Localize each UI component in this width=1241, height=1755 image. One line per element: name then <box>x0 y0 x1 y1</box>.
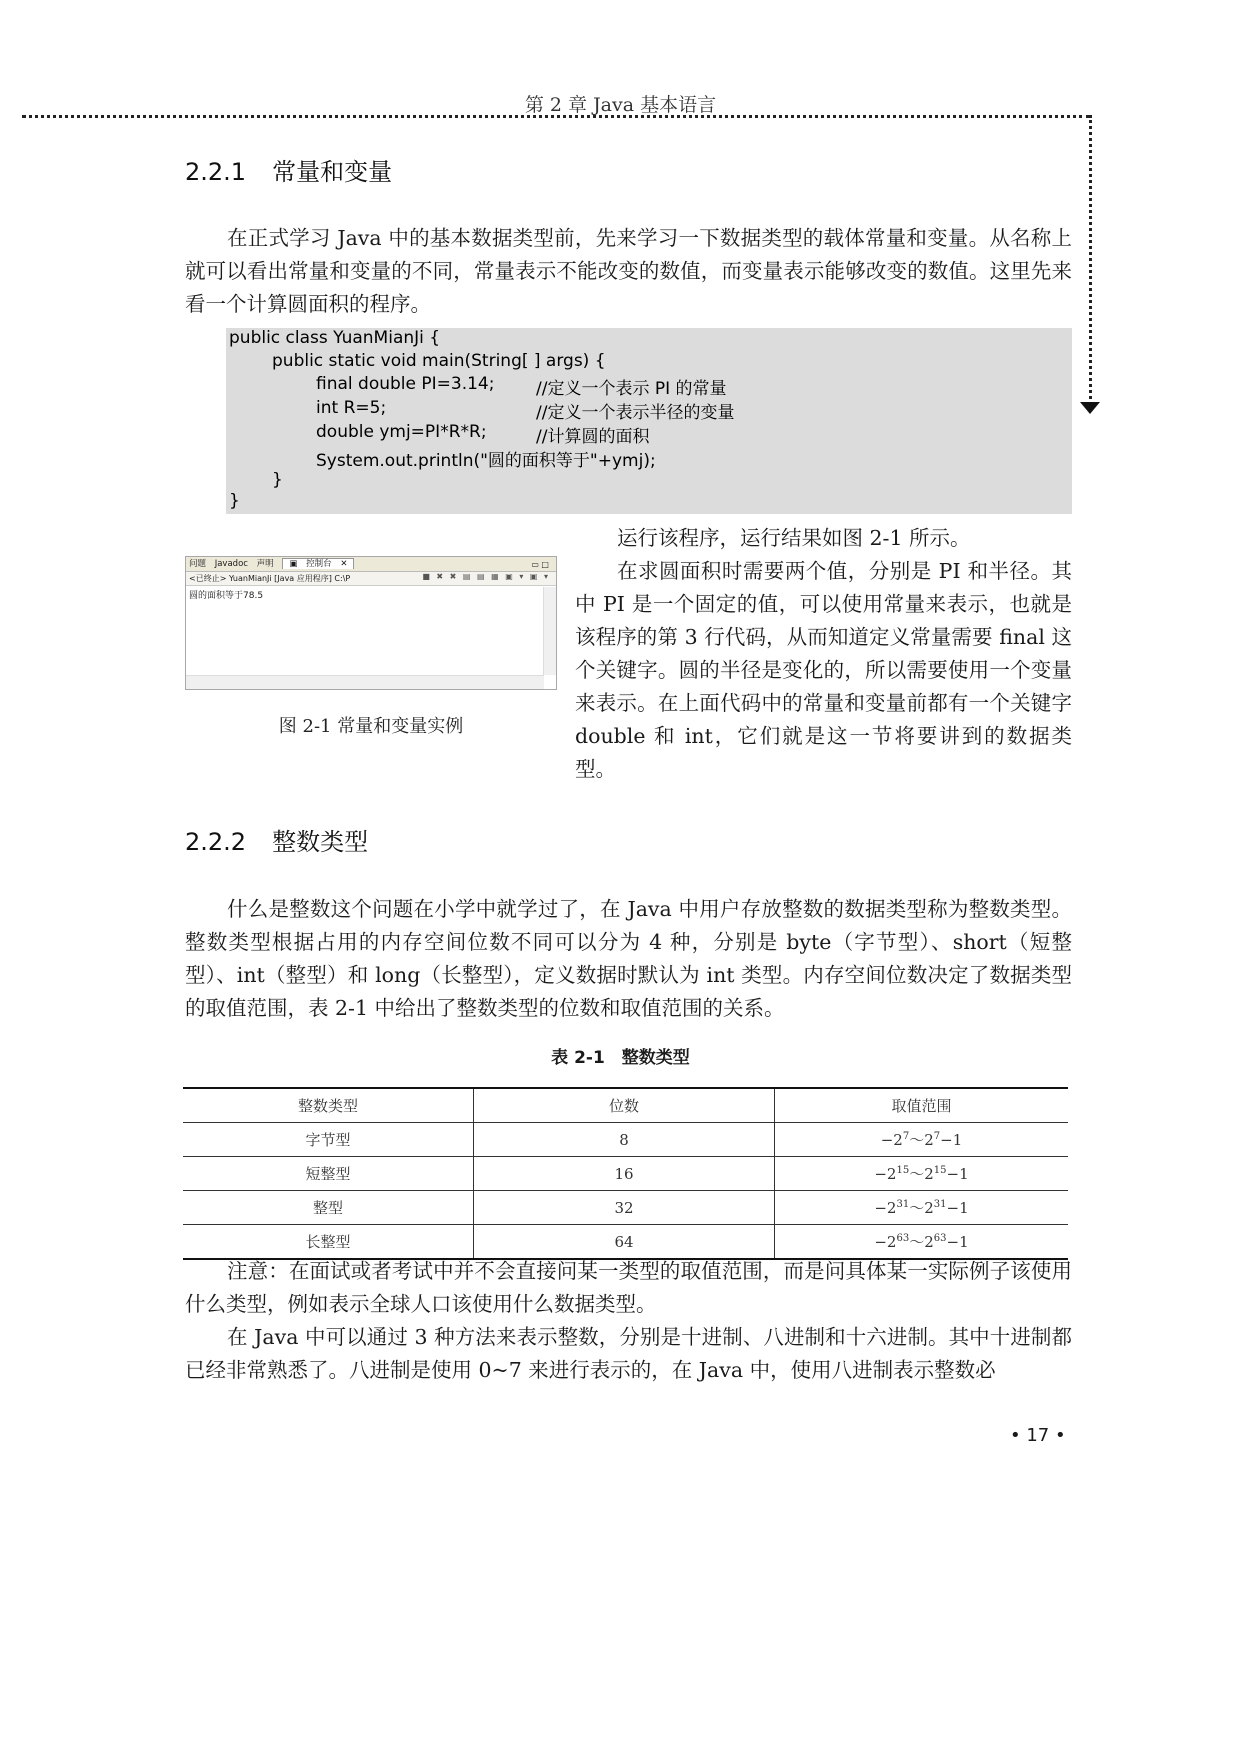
cell-range: $-2^{31}\sim 2^{31}-1$ <box>874 1199 969 1217</box>
note-paragraph: 注意：在面试或者考试中并不会直接问某一类型的取值范围，而是问具体某一实际例子该使用什么类型，例如表示全球人口该使用什么数据类型。 <box>185 1259 1072 1316</box>
tab-declaration: 声明 <box>256 559 274 569</box>
cell-range: $-2^7\sim 2^7-1$ <box>880 1131 963 1149</box>
figure-caption: 图 2-1 常量和变量实例 <box>278 716 464 737</box>
header-type: 整数类型 <box>183 1088 474 1123</box>
side-paragraph-2: 在求圆面积时需要两个值，分别是 PI 和半径。其中 PI 是一个固定的值，可以使用常量来表示，也就是该程序的第 3 行代码，从而知道定义常量需要 final 这个关键字。圆的半径是变化的，所以需要使用一个变量来表示。在上面代码中的常量和变量前都有一个关键字 double 和 int，它们就是这一节将要讲到的数据类型。 <box>575 559 1072 781</box>
code-line-4: int R=5; <box>316 398 387 418</box>
table-row <box>183 1123 1068 1157</box>
code-line-2: public static void main(String[ ] args) { <box>272 351 606 371</box>
page-number: • 17 • <box>1010 1425 1066 1446</box>
table-caption: 表 2-1 整数类型 <box>551 1048 690 1068</box>
header-bits: 位数 <box>474 1088 775 1123</box>
integer-types-table <box>183 1087 1068 1260</box>
section-number: 2.2.1 <box>185 158 247 186</box>
code-line-6: System.out.println("圆的面积等于"+ymj); <box>316 451 656 471</box>
console-toolbar-icons: ■ ✖ ✖ ▤ ▤ ▦ ▣ ▾ ▣ ▾ <box>422 572 550 581</box>
tab-console: ▣ 控制台 ✕ <box>282 558 354 569</box>
cell-bits: 16 <box>474 1157 775 1191</box>
cell-type: 短整型 <box>183 1157 474 1191</box>
side-paragraph-1: 运行该程序，运行结果如图 2-1 所示。 <box>617 526 971 550</box>
cell-bits: 8 <box>474 1123 775 1157</box>
table-row <box>183 1225 1068 1260</box>
code-comment-3: //定义一个表示 PI 的常量 <box>536 379 727 399</box>
cell-type: 长整型 <box>183 1225 474 1260</box>
table-row <box>183 1157 1068 1191</box>
code-line-7: } <box>272 470 283 490</box>
table-header-row <box>183 1088 1068 1123</box>
table-row <box>183 1191 1068 1225</box>
code-line-3: final double PI=3.14; <box>316 374 495 394</box>
cell-type: 整型 <box>183 1191 474 1225</box>
header-dotted-rule <box>22 115 1090 118</box>
section-heading-2-2-1 <box>185 152 392 187</box>
running-header: 第 2 章 Java 基本语言 <box>524 94 717 116</box>
tab-problems: 问题 <box>189 559 207 569</box>
console-output: 圆的面积等于78.5 <box>189 591 264 601</box>
margin-dotted-rule <box>1089 115 1092 405</box>
console-status: <已终止> YuanMianJi [Java 应用程序] C:\P <box>189 574 351 583</box>
console-icon: ▣ <box>289 559 298 569</box>
tab-javadoc: Javadoc <box>214 559 248 569</box>
body-paragraph: 在正式学习 Java 中的基本数据类型前，先来学习一下数据类型的载体常量和变量。从名称上就可以看出常量和变量的不同，常量表示不能改变的数值，而变量表示能够改变的数值。这里先来看一个计算圆面积的程序。 <box>185 226 1072 316</box>
minimize-maximize-icon: ▭ □ <box>531 560 549 569</box>
cell-bits: 64 <box>474 1225 775 1260</box>
horizontal-scrollbar <box>186 675 544 689</box>
section-heading-2-2-2 <box>185 822 368 857</box>
code-line-8: } <box>229 491 240 511</box>
section-title: 整数类型 <box>272 828 369 856</box>
console-screenshot <box>185 556 557 690</box>
cell-bits: 32 <box>474 1191 775 1225</box>
close-icon: ✕ <box>340 559 348 569</box>
vertical-scrollbar <box>543 587 556 675</box>
code-line-5: double ymj=PI*R*R; <box>316 422 487 442</box>
cell-range: $-2^{63}\sim 2^{63}-1$ <box>874 1233 969 1251</box>
arrow-down-icon <box>1080 402 1100 414</box>
section-number: 2.2.2 <box>185 828 247 856</box>
body-paragraph: 在 Java 中可以通过 3 种方法来表示整数，分别是十进制、八进制和十六进制。其中十进制都已经非常熟悉了。八进制是使用 0~7 来进行表示的，在 Java 中，使用八进制表示整数必 <box>185 1325 1072 1382</box>
code-line-1: public class YuanMianJi { <box>229 328 441 348</box>
body-paragraph: 什么是整数这个问题在小学中就学过了，在 Java 中用户存放整数的数据类型称为整数类型。整数类型根据占用的内存空间位数不同可以分为 4 种，分别是 byte（字节型）、short（短整型）、int（整型）和 long（长整型），定义数据时默认为 int 类型。内存空间位数决定了数据类型的取值范围，表 2-1 中给出了整数类型的位数和取值范围的关系。 <box>185 897 1072 1020</box>
console-tab-bar <box>186 557 556 572</box>
code-comment-5: //计算圆的面积 <box>536 427 650 447</box>
cell-range: $-2^{15}\sim 2^{15}-1$ <box>874 1165 969 1183</box>
section-title: 常量和变量 <box>272 158 393 186</box>
code-block <box>226 328 1072 514</box>
header-range: 取值范围 <box>891 1097 952 1115</box>
cell-type: 字节型 <box>183 1123 474 1157</box>
code-comment-4: //定义一个表示半径的变量 <box>536 403 735 423</box>
